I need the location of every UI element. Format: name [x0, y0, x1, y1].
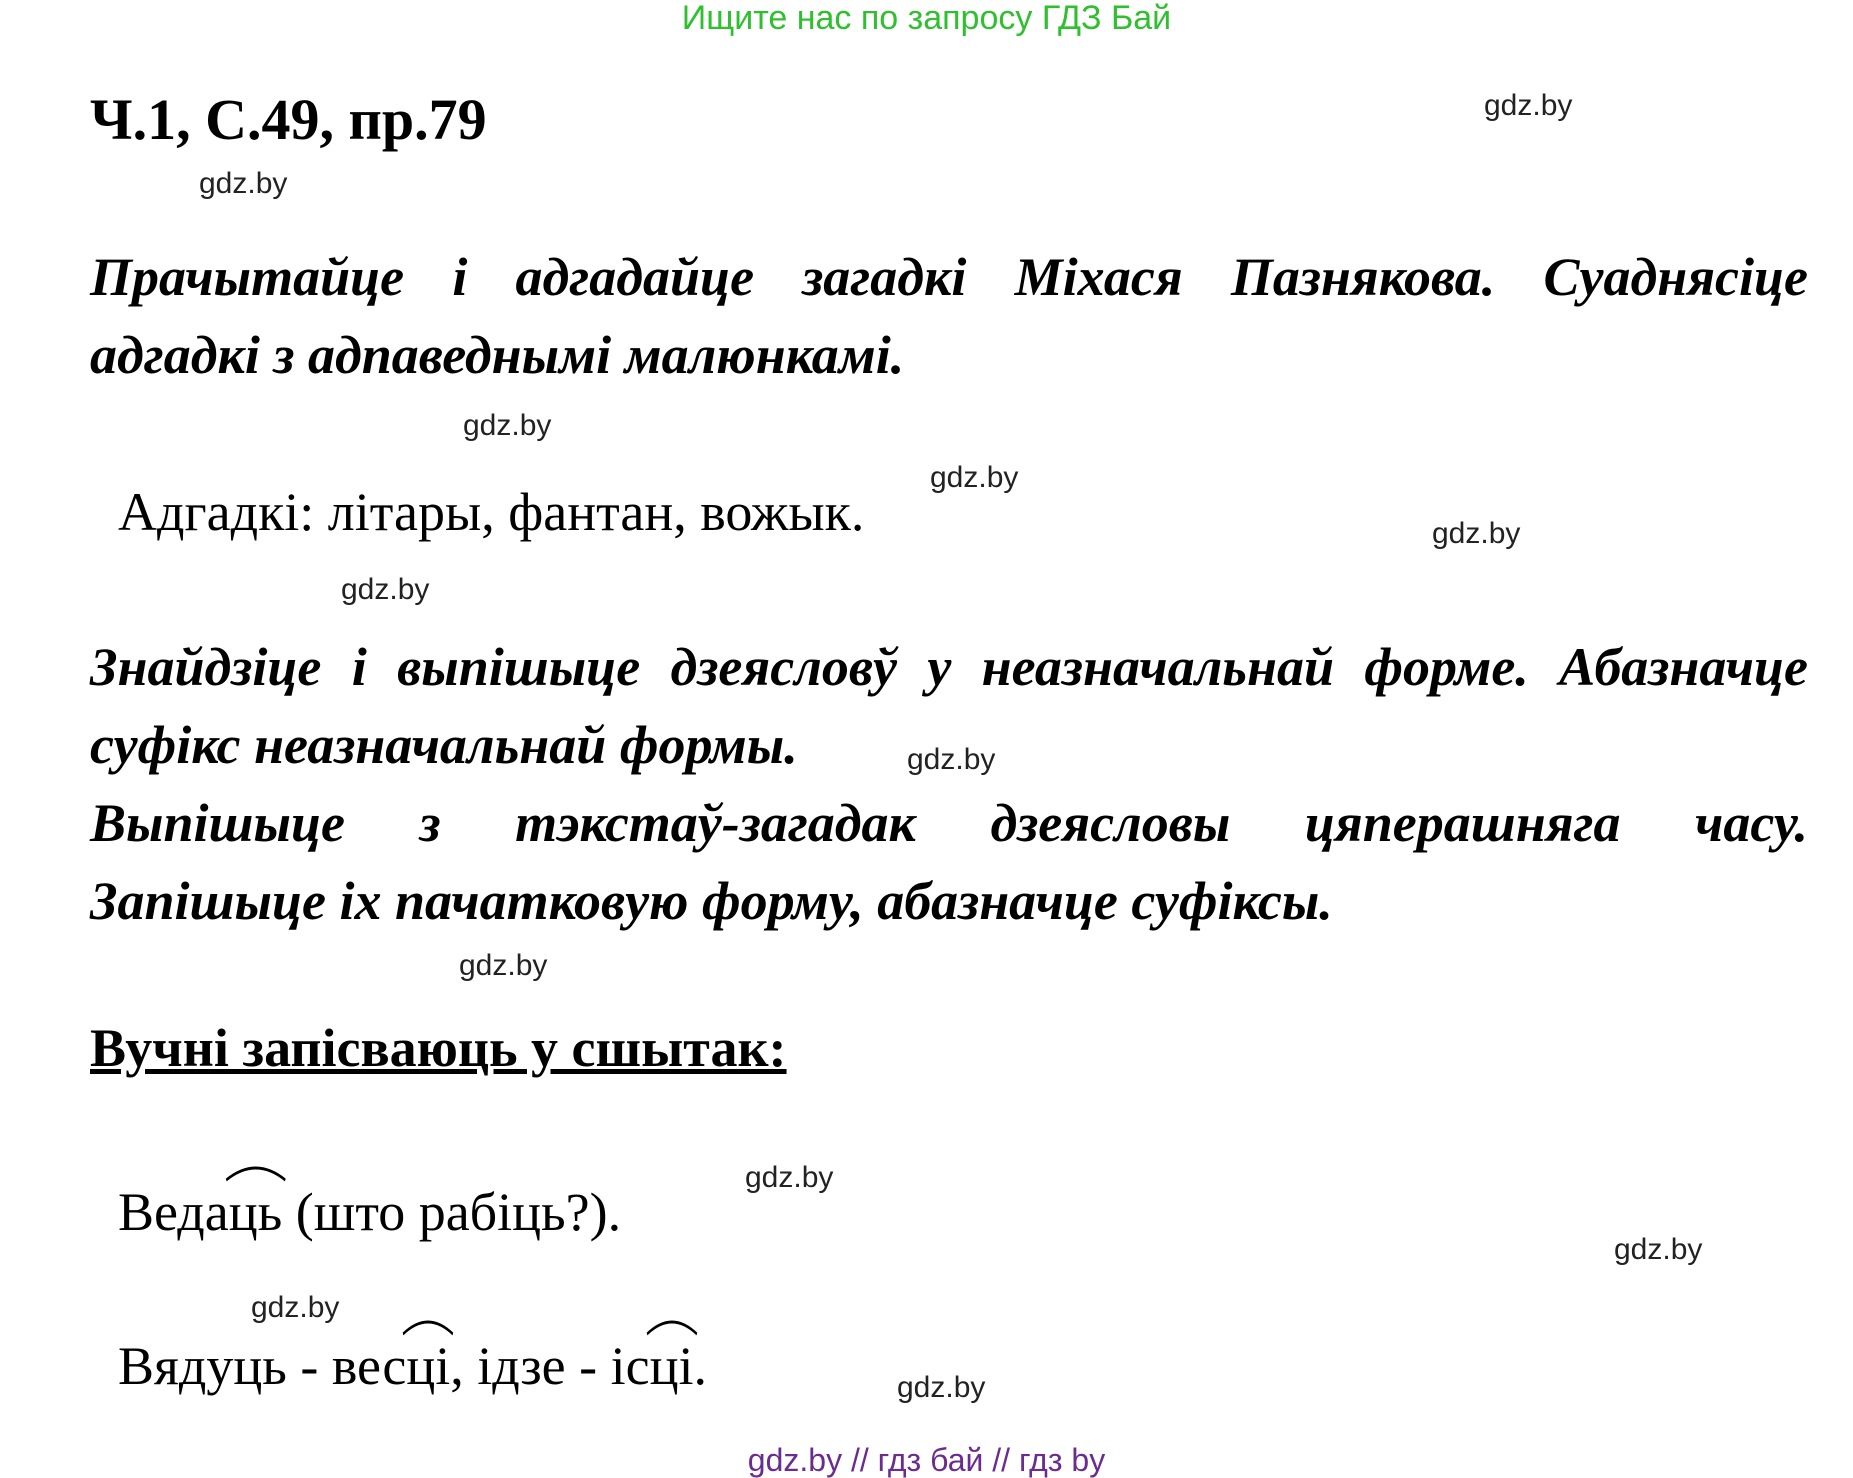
watermark: gdz.by	[1432, 517, 1521, 550]
word-stem: Веда	[118, 1182, 229, 1242]
suffix-text: ць	[228, 1182, 283, 1242]
watermark: gdz.by	[1484, 89, 1573, 122]
section-subheading: Вучні запісваюць у сшытак:	[90, 1018, 787, 1078]
word-rest: (што рабіць?).	[282, 1182, 622, 1242]
watermark: gdz.by	[930, 461, 1019, 494]
watermark: gdz.by	[463, 409, 552, 442]
suffix-arc-icon	[402, 1316, 454, 1336]
suffix-arc-icon	[646, 1316, 698, 1336]
search-banner: Ищите нас по запросу ГДЗ Бай	[681, 0, 1172, 37]
suffix-text: ці	[406, 1336, 451, 1396]
word-part: Вядуць - вес	[118, 1336, 407, 1396]
task-instruction-line: суфікс неазначальнай формы.	[90, 715, 798, 775]
task-instruction-line: Выпішыце з тэкстаў-загадак дзеясловы цяперашняга часу.	[90, 793, 1808, 853]
page-title: Ч.1, С.49, пр.79	[90, 87, 487, 152]
watermark: gdz.by	[897, 1371, 986, 1404]
suffix-arc-icon	[225, 1162, 287, 1182]
task-instruction-line: адгадкі з адпаведнымі малюнкамі.	[90, 325, 905, 385]
answer-line-vedats	[118, 1182, 621, 1242]
watermark: gdz.by	[199, 167, 288, 200]
answer-line-vyaduts	[118, 1336, 707, 1396]
suffix-text: ці	[649, 1336, 694, 1396]
watermark: gdz.by	[1614, 1233, 1703, 1266]
task-instruction-line: Прачытайце і адгадайце загадкі Міхася Пазнякова. Суаднясіце	[90, 247, 1808, 307]
riddle-answers: Адгадкі: літары, фантан, вожык.	[118, 482, 865, 542]
footer-links: gdz.by // гдз бай // гдз by	[747, 1442, 1106, 1478]
watermark: gdz.by	[459, 949, 548, 982]
suffix-mark	[650, 1336, 694, 1396]
task-instruction-line: Запішыце іх пачатковую форму, абазначце суфіксы.	[90, 871, 1333, 931]
word-part: .	[693, 1336, 708, 1396]
task-instruction-line: Знайдзіце і выпішыце дзеясловў у неазначальнай форме. Абазначце	[90, 637, 1808, 697]
watermark: gdz.by	[251, 1291, 340, 1324]
watermark: gdz.by	[745, 1161, 834, 1194]
word-part: , ідзе - іс	[450, 1336, 650, 1396]
watermark: gdz.by	[341, 573, 430, 606]
suffix-mark	[229, 1182, 283, 1242]
suffix-mark	[406, 1336, 450, 1396]
watermark: gdz.by	[907, 743, 996, 776]
